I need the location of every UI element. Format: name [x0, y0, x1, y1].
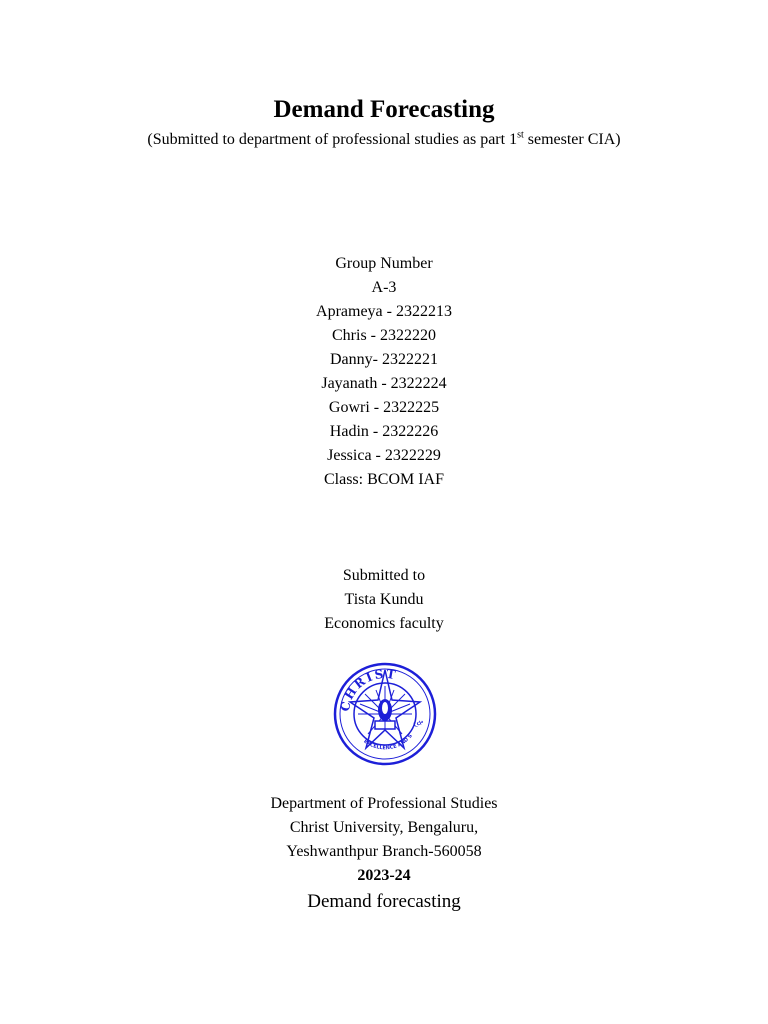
group-number: A-3	[371, 279, 397, 296]
member-item: Danny- 2322221	[330, 351, 438, 368]
christ-university-emblem-icon	[332, 660, 438, 768]
submission-details	[0, 564, 768, 636]
group-heading: Group Number	[335, 255, 433, 272]
footer-details	[0, 792, 768, 915]
academic-year: 2023-24	[357, 867, 411, 884]
class-info: Class: BCOM IAF	[323, 471, 445, 488]
group-details	[0, 252, 768, 492]
svg-text:ಕ್ರಿ: ಕ್ರಿ	[413, 717, 428, 729]
branch-address: Yeshwanthpur Branch-560058	[286, 843, 482, 860]
department-name: Department of Professional Studies	[270, 795, 498, 812]
submitted-to-label: Submitted to	[342, 567, 426, 584]
emblem-bottom-text: EXCELLENCE AND S	[362, 733, 414, 752]
member-item: Chris - 2322220	[332, 327, 436, 344]
footer-topic: Demand forecasting	[307, 891, 461, 912]
member-item: Jayanath - 2322224	[321, 375, 447, 392]
subtitle-superscript: st	[517, 129, 524, 141]
faculty-role: Economics faculty	[324, 615, 444, 632]
member-item: Jessica - 2322229	[327, 447, 441, 464]
emblem-svg	[332, 660, 438, 768]
member-item: Hadin - 2322226	[329, 423, 439, 440]
university-name: Christ University, Bengaluru,	[289, 819, 479, 836]
member-item: Aprameya - 2322213	[316, 303, 452, 320]
faculty-name: Tista Kundu	[344, 591, 424, 608]
document-title: Demand Forecasting	[273, 96, 495, 123]
emblem-top-text: CHRIST	[337, 666, 399, 713]
member-item: Gowri - 2322225	[328, 399, 440, 416]
document-subtitle	[0, 129, 768, 151]
subtitle-text: (Submitted to department of professional studies as part 1	[147, 131, 518, 148]
subtitle-text-end: semester CIA)	[523, 131, 621, 148]
